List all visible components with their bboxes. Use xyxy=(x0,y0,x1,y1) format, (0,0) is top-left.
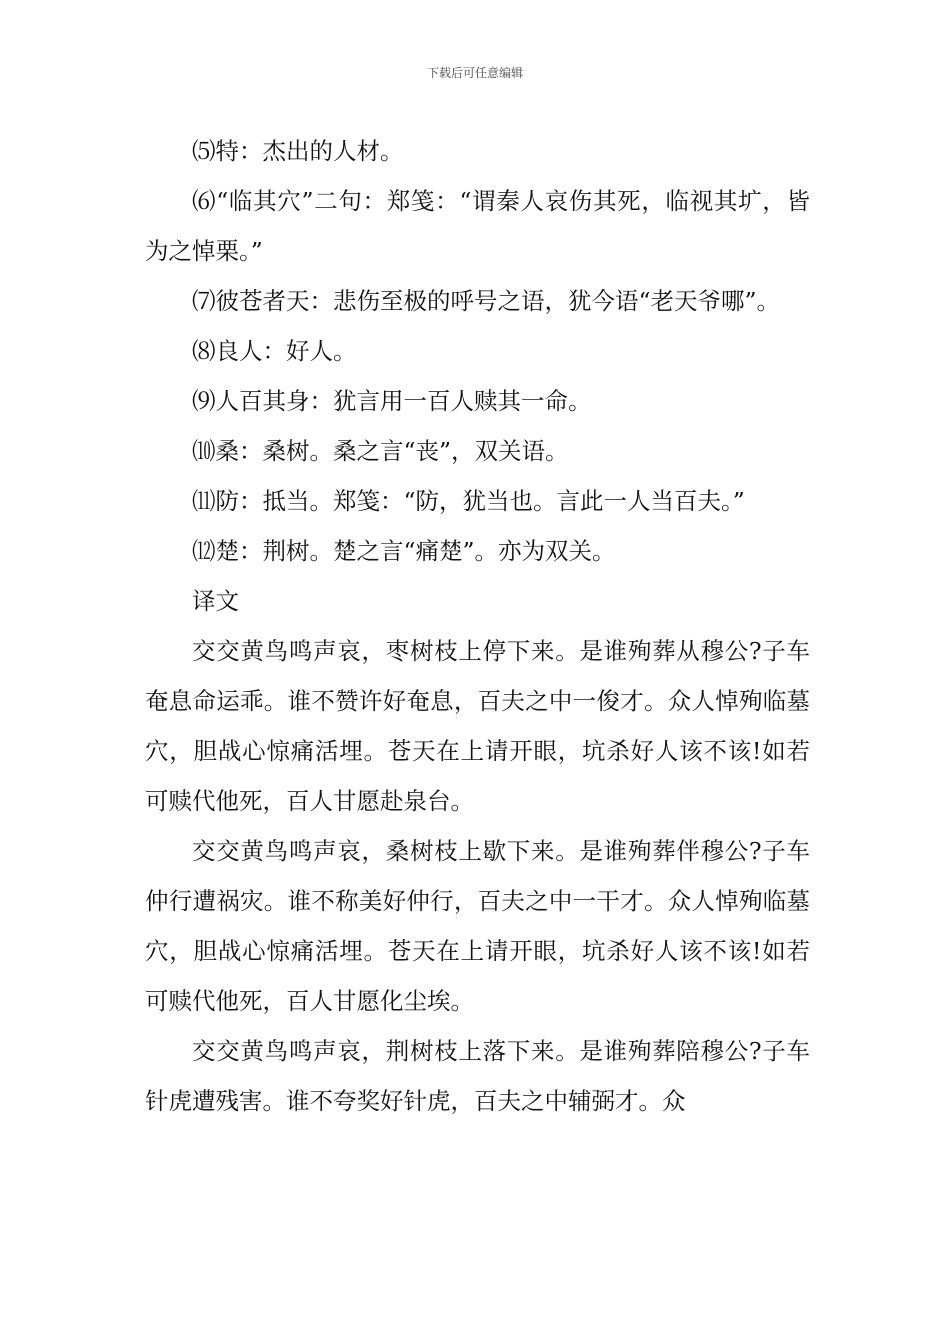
note-7: ⑺彼苍者天：悲伤至极的呼号之语，犹今语“老天爷哪”。 xyxy=(192,287,781,315)
translation-paragraph-2: 交交黄鸟鸣声哀，桑树枝上歇下来。是谁殉葬伴穆公?子车仲行遭祸灾。谁不称美好仲行，百夫之中一干才。众人悼殉临墓穴，胆战心惊痛活埋。苍天在上请开眼，坑杀好人该不该!如若可赎代他死，百人甘愿化尘埃。 xyxy=(145,837,810,1015)
translation-paragraph-1: 交交黄鸟鸣声哀，枣树枝上停下来。是谁殉葬从穆公?子车奄息命运乖。谁不赞许好奄息，百夫之中一俊才。众人悼殉临墓穴，胆战心惊痛活埋。苍天在上请开眼，坑杀好人该不该!如若可赎代他死，百人甘愿赴泉台。 xyxy=(145,637,810,815)
note-10: ⑽桑：桑树。桑之言“丧”，双关语。 xyxy=(192,437,569,465)
translation-paragraph-3: 交交黄鸟鸣声哀，荆树枝上落下来。是谁殉葬陪穆公?子车针虎遭残害。谁不夸奖好针虎，百夫之中辅弼才。众 xyxy=(145,1037,810,1115)
note-9: ⑼人百其身：犹言用一百人赎其一命。 xyxy=(192,387,592,415)
note-8: ⑻良人：好人。 xyxy=(192,337,357,365)
note-12: ⑿楚：荆树。楚之言“痛楚”。亦为双关。 xyxy=(192,537,616,565)
note-11: ⑾防：抵当。郑笺：“防，犹当也。言此一人当百夫。” xyxy=(192,487,745,515)
document-body xyxy=(145,126,810,1126)
note-6: ⑹“临其穴”二句：郑笺：“谓秦人哀伤其死，临视其圹，皆为之悼栗。” xyxy=(145,187,810,265)
note-5: ⑸特：杰出的人材。 xyxy=(192,137,404,165)
page-header-note: 下载后可任意编辑 xyxy=(426,66,523,80)
translation-heading: 译文 xyxy=(192,587,239,615)
